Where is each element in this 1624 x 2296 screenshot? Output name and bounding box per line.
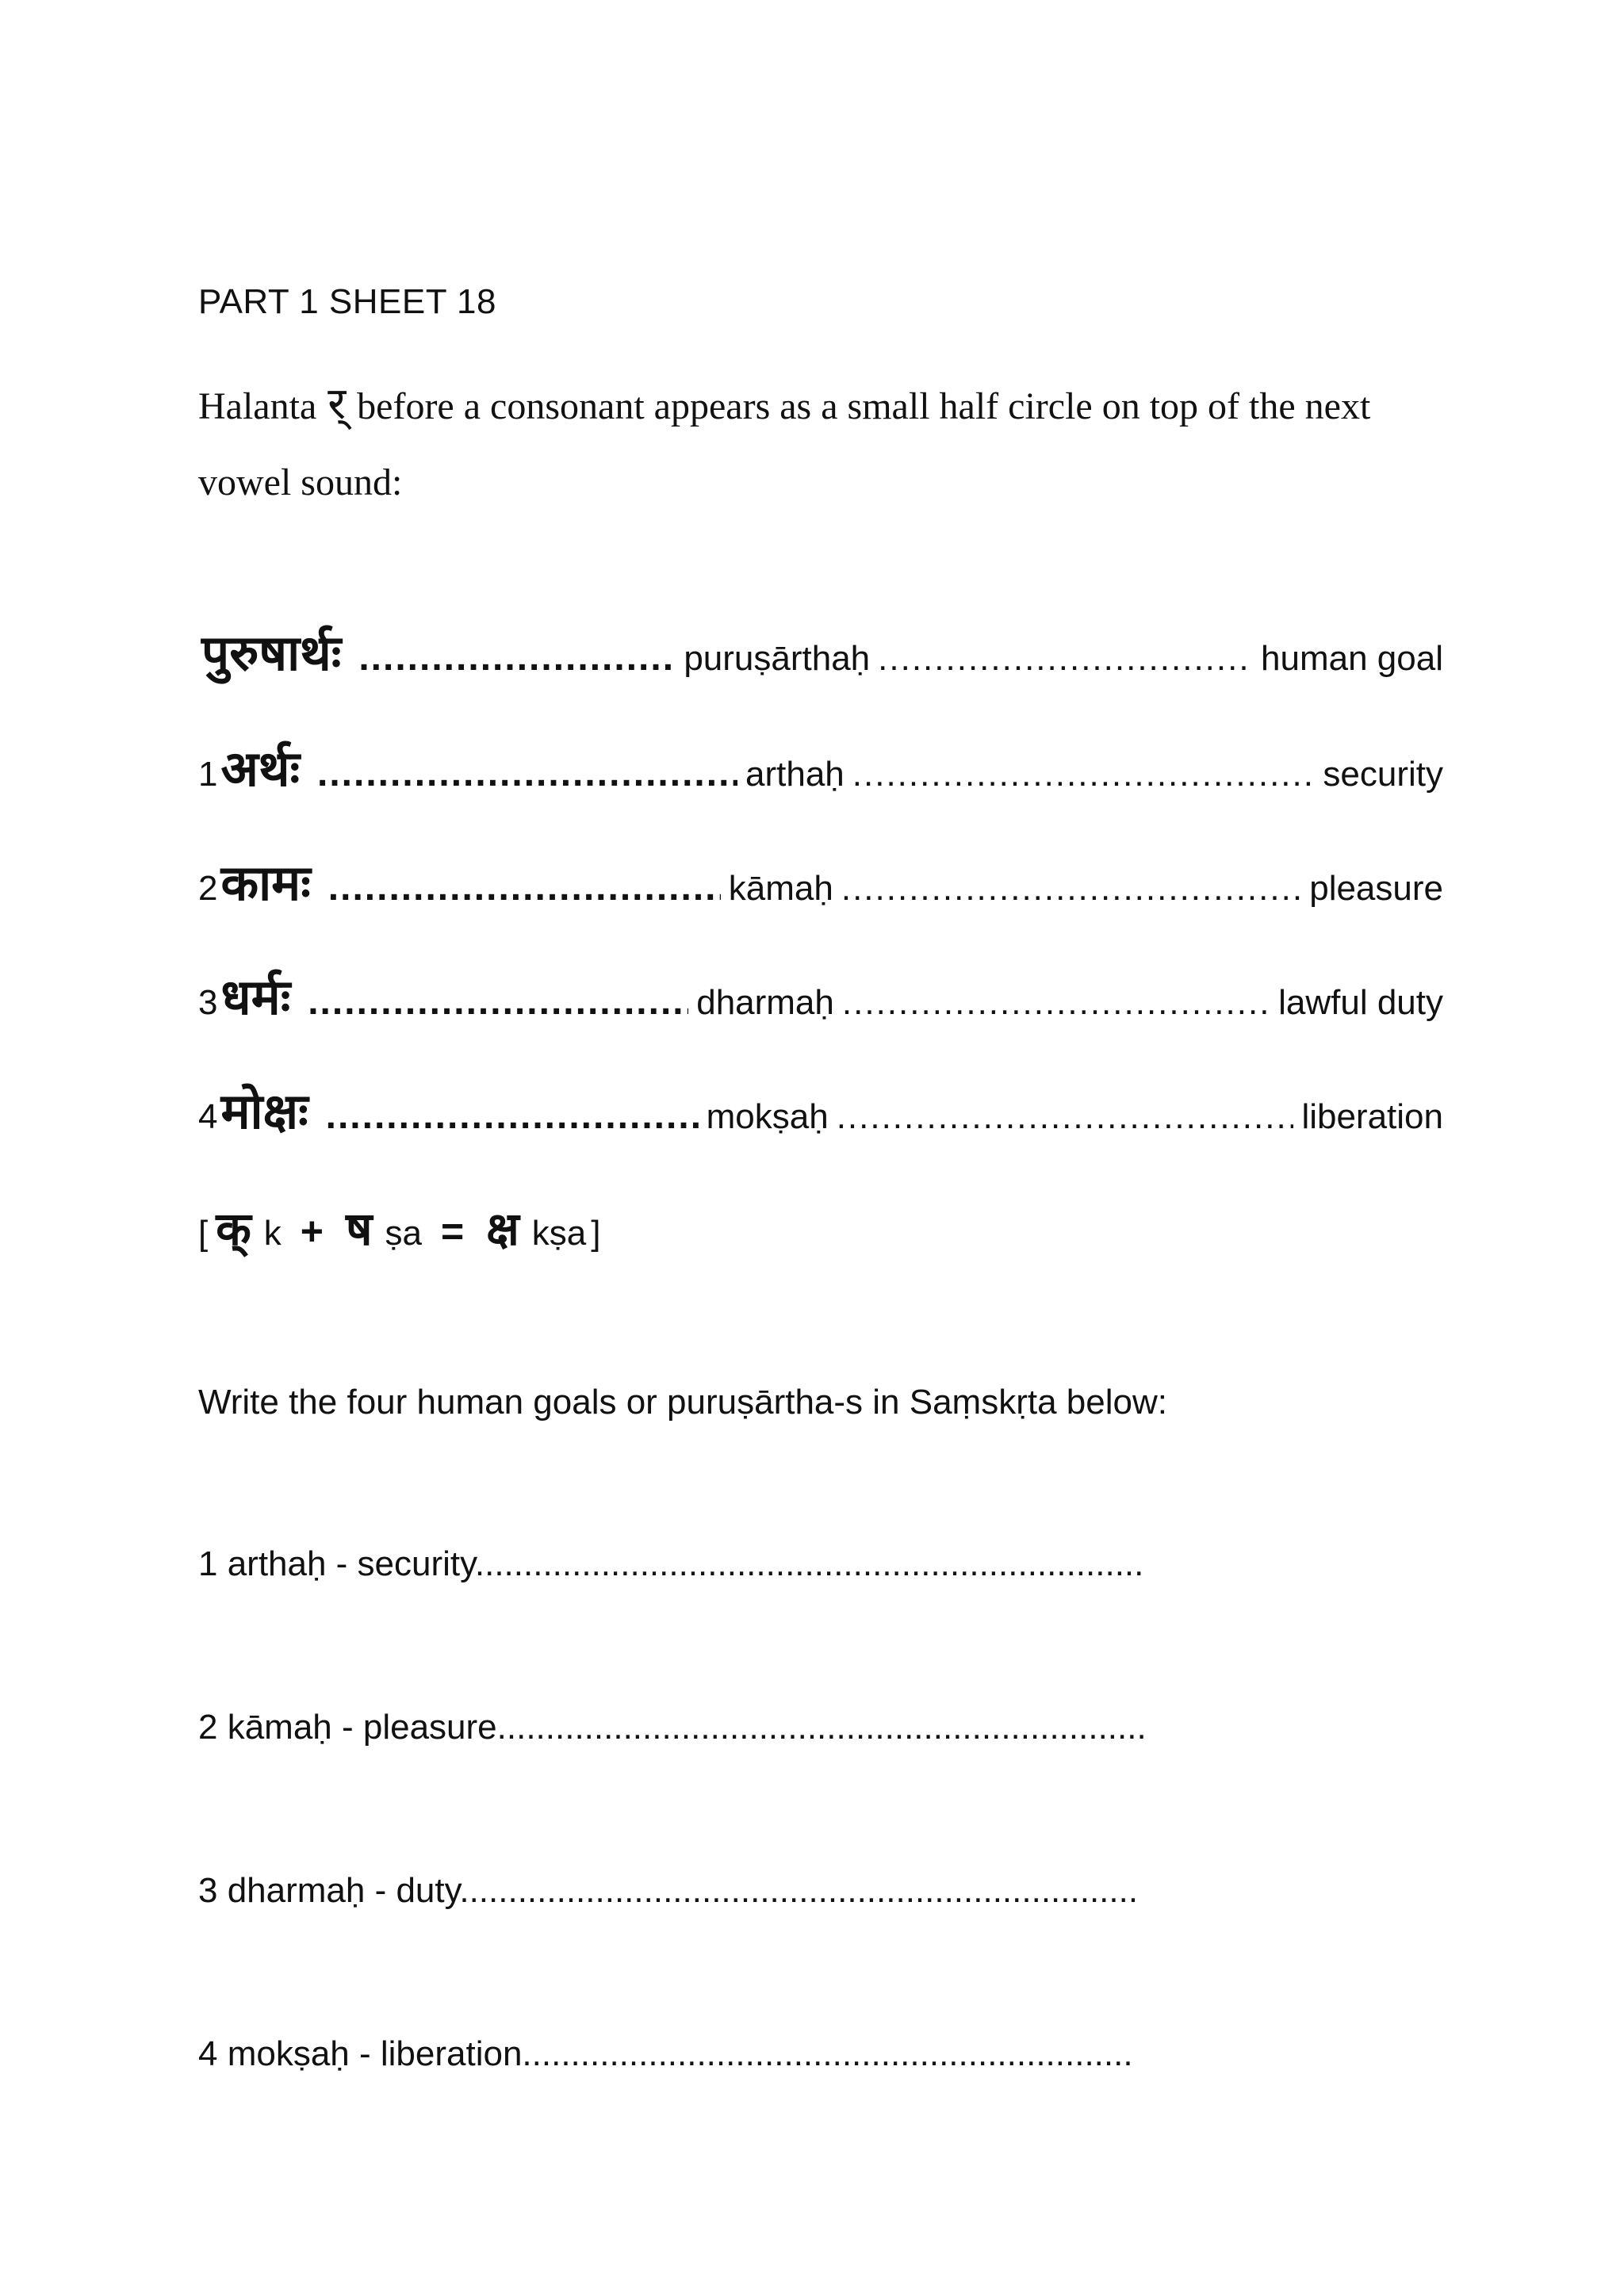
leader-dots [841, 869, 1301, 909]
goal-devanagari: धर्मः [220, 968, 291, 1026]
goal-number: 2 [198, 869, 218, 908]
intro-paragraph [198, 366, 1435, 521]
goal-row-kamah [198, 848, 1443, 915]
sheet-heading: PART 1 SHEET 18 [198, 282, 496, 321]
formula-ksa-latin: kṣa [531, 1214, 587, 1253]
leader-dots [842, 983, 1270, 1023]
exercise-line-arthah[interactable]: 1 arthaḥ - security..................................................................... [198, 1544, 1144, 1583]
goal-devanagari: कामः [220, 854, 311, 912]
goal-number: 1 [198, 755, 218, 794]
goal-meaning: security [1323, 755, 1443, 794]
goal-transliteration: dharmaḥ [696, 983, 834, 1022]
formula-close-bracket: ] [591, 1214, 601, 1253]
goal-devanagari: पुरुषार्थः [201, 624, 342, 682]
exercise-instruction: Write the four human goals or puruṣārtha-s in Saṃskṛta below: [198, 1383, 1167, 1422]
leader-dots [358, 636, 676, 679]
goal-number: 4 [198, 1097, 218, 1136]
formula-equals: = [441, 1209, 465, 1253]
leader-dots [328, 866, 721, 909]
goal-transliteration: puruṣārthaḥ [684, 639, 871, 678]
goal-row-dharmah [198, 962, 1443, 1029]
exercise-line-dharmah[interactable]: 3 dharmaḥ - duty...................................................................... [198, 1871, 1139, 1910]
intro-rest-text: before a consonant appears as a small half circle on top of the next vowel sound: [198, 385, 1371, 503]
goal-row-moksah [198, 1077, 1443, 1143]
goal-meaning: pleasure [1309, 869, 1443, 908]
goal-row-arthah [198, 734, 1443, 801]
leader-dots [852, 755, 1316, 794]
goal-devanagari: मोक्षः [220, 1082, 308, 1140]
goal-transliteration: mokṣaḥ [706, 1097, 829, 1136]
leader-dots [308, 980, 688, 1024]
goal-transliteration: kāmaḥ [728, 869, 833, 908]
leader-dots [878, 639, 1253, 679]
goal-meaning: human goal [1261, 639, 1443, 678]
goal-row-purusartha [198, 618, 1443, 685]
goal-number: 3 [198, 983, 218, 1022]
exercise-line-moksah[interactable]: 4 mokṣaḥ - liberation............................................................... [198, 2034, 1133, 2073]
intro-lead-text: Halanta [198, 385, 317, 427]
formula-open-bracket: [ [198, 1214, 209, 1253]
goal-transliteration: arthaḥ [745, 755, 845, 794]
formula-ksa: क्ष [486, 1202, 519, 1256]
leader-dots [326, 1094, 699, 1138]
formula-ka-latin: k [263, 1214, 282, 1253]
goal-devanagari: अर्थः [220, 740, 300, 798]
formula-plus: + [300, 1209, 324, 1253]
leader-dots [317, 752, 737, 795]
halanta-ra-symbol: र् [327, 378, 347, 430]
exercise-line-kamah[interactable]: 2 kāmaḥ - pleasure................................................................... [198, 1708, 1147, 1747]
formula-ka-halanta: क् [216, 1202, 251, 1256]
formula-sa: ष [345, 1202, 373, 1256]
conjunct-formula [198, 1196, 601, 1258]
leader-dots [837, 1097, 1294, 1137]
goal-meaning: liberation [1301, 1097, 1443, 1136]
formula-sa-latin: ṣa [385, 1214, 422, 1253]
goal-meaning: lawful duty [1278, 983, 1443, 1022]
